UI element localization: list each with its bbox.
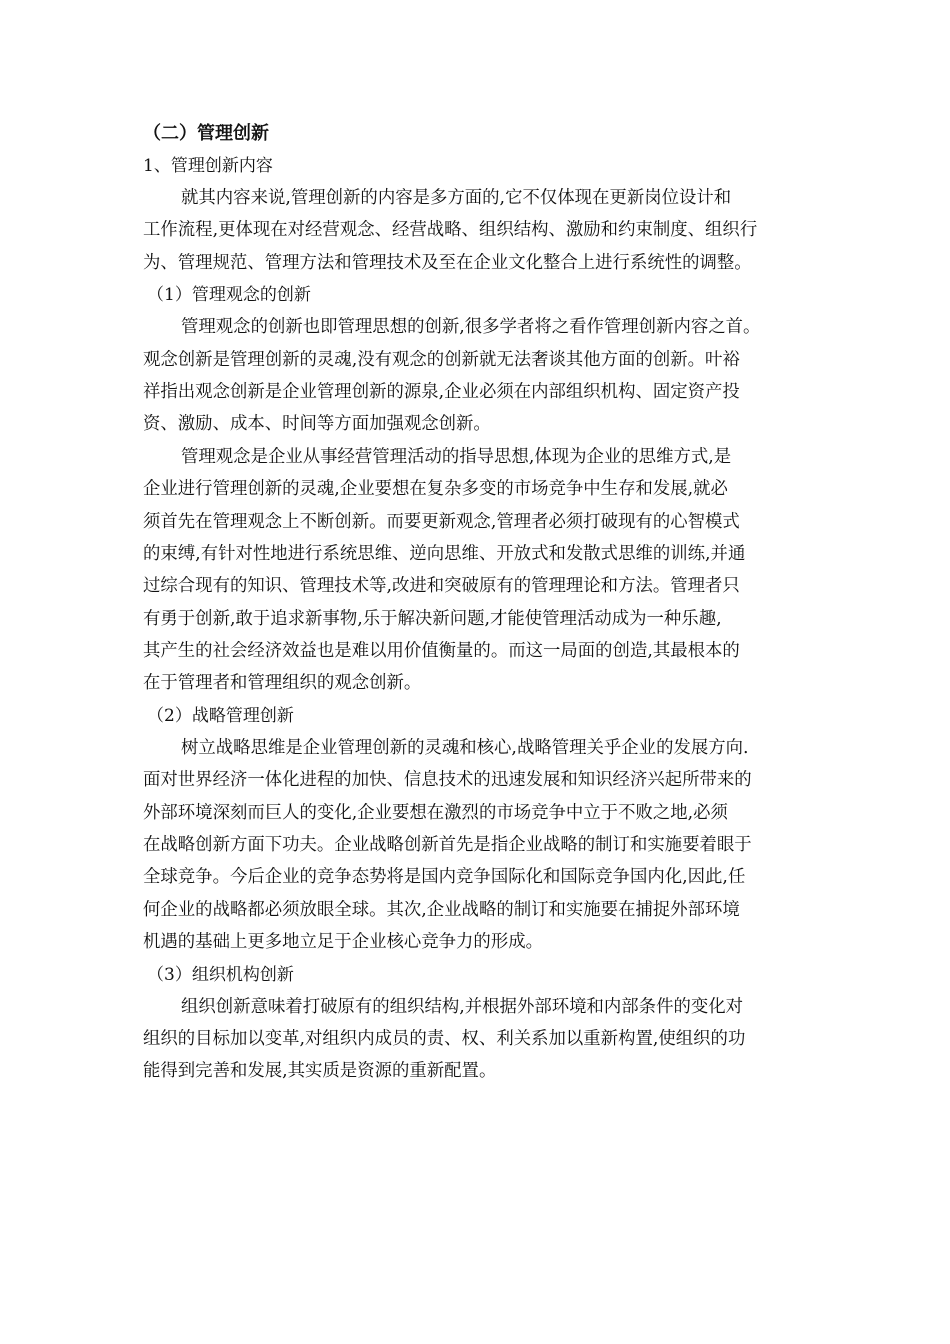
intro-paragraph <box>143 182 823 279</box>
text-line: 何企业的战略都必须放眼全球。其次,企业战略的制订和实施要在捕捉外部环境 <box>143 899 740 920</box>
concept-paragraph-1 <box>143 311 823 441</box>
text-line: 工作流程,更体现在对经营观念、经营战略、组织结构、激励和约束制度、组织行 <box>143 220 758 241</box>
text-line: 在战略创新方面下功夫。企业战略创新首先是指企业战略的制订和实施要着眼于 <box>143 835 752 856</box>
organization-paragraph <box>143 991 823 1088</box>
text-line: 机遇的基础上更多地立足于企业核心竞争力的形成。 <box>143 932 543 953</box>
text-line: 外部环境深刻而巨人的变化,企业要想在激烈的市场竞争中立于不败之地,必须 <box>143 802 728 823</box>
text-line: 须首先在管理观念上不断创新。而要更新观念,管理者必须打破现有的心智模式 <box>143 511 740 532</box>
item-heading-organization-innovation: （3）组织机构创新 <box>147 964 294 985</box>
text-line: 企业进行管理创新的灵魂,企业要想在复杂多变的市场竞争中生存和发展,就必 <box>143 479 728 500</box>
text-line: 组织的目标加以变革,对组织内成员的责、权、利关系加以重新构置,使组织的功 <box>143 1028 746 1049</box>
text-line: 能得到完善和发展,其实质是资源的重新配置。 <box>143 1061 497 1082</box>
concept-paragraph-2 <box>143 441 823 700</box>
text-line: 祥指出观念创新是企业管理创新的源泉,企业必须在内部组织机构、固定资产投 <box>143 381 740 402</box>
text-line: 全球竞争。今后企业的竞争态势将是国内竞争国际化和国际竞争国内化,因此,任 <box>143 867 746 888</box>
text-line: 管理观念的创新也即管理思想的创新,很多学者将之看作管理创新内容之首。 <box>181 317 761 338</box>
document-page <box>143 118 823 1088</box>
text-line: 过综合现有的知识、管理技术等,改进和突破原有的管理理论和方法。管理者只 <box>143 576 740 597</box>
section-heading: （二）管理创新 <box>143 123 269 144</box>
strategy-paragraph <box>143 732 823 959</box>
text-line: 资、激励、成本、时间等方面加强观念创新。 <box>143 414 491 435</box>
text-line: 管理观念是企业从事经营管理活动的指导思想,体现为企业的思维方式,是 <box>181 446 732 467</box>
text-line: 有勇于创新,敢于追求新事物,乐于解决新问题,才能使管理活动成为一种乐趣, <box>143 608 722 629</box>
text-line: 就其内容来说,管理创新的内容是多方面的,它不仅体现在更新岗位设计和 <box>181 188 732 208</box>
text-line: 在于管理者和管理组织的观念创新。 <box>143 673 422 694</box>
text-line: 其产生的社会经济效益也是难以用价值衡量的。而这一局面的创造,其最根本的 <box>143 641 740 662</box>
item-heading-strategy-innovation: （2）战略管理创新 <box>147 705 294 726</box>
text-line: 面对世界经济一体化进程的加快、信息技术的迅速发展和知识经济兴起所带来的 <box>143 770 752 791</box>
subsection-heading: 1、管理创新内容 <box>143 156 273 176</box>
item-heading-concept-innovation: （1）管理观念的创新 <box>147 285 311 306</box>
text-line: 组织创新意味着打破原有的组织结构,并根据外部环境和内部条件的变化对 <box>181 996 744 1017</box>
text-line: 为、管理规范、管理方法和管理技术及至在企业文化整合上进行系统性的调整。 <box>143 252 752 273</box>
text-line: 观念创新是管理创新的灵魂,没有观念的创新就无法奢谈其他方面的创新。叶裕 <box>143 349 740 370</box>
text-line: 的束缚,有针对性地进行系统思维、逆向思维、开放式和发散式思维的训练,并通 <box>143 543 746 564</box>
text-line: 树立战略思维是企业管理创新的灵魂和核心,战略管理关乎企业的发展方向. <box>181 737 749 758</box>
